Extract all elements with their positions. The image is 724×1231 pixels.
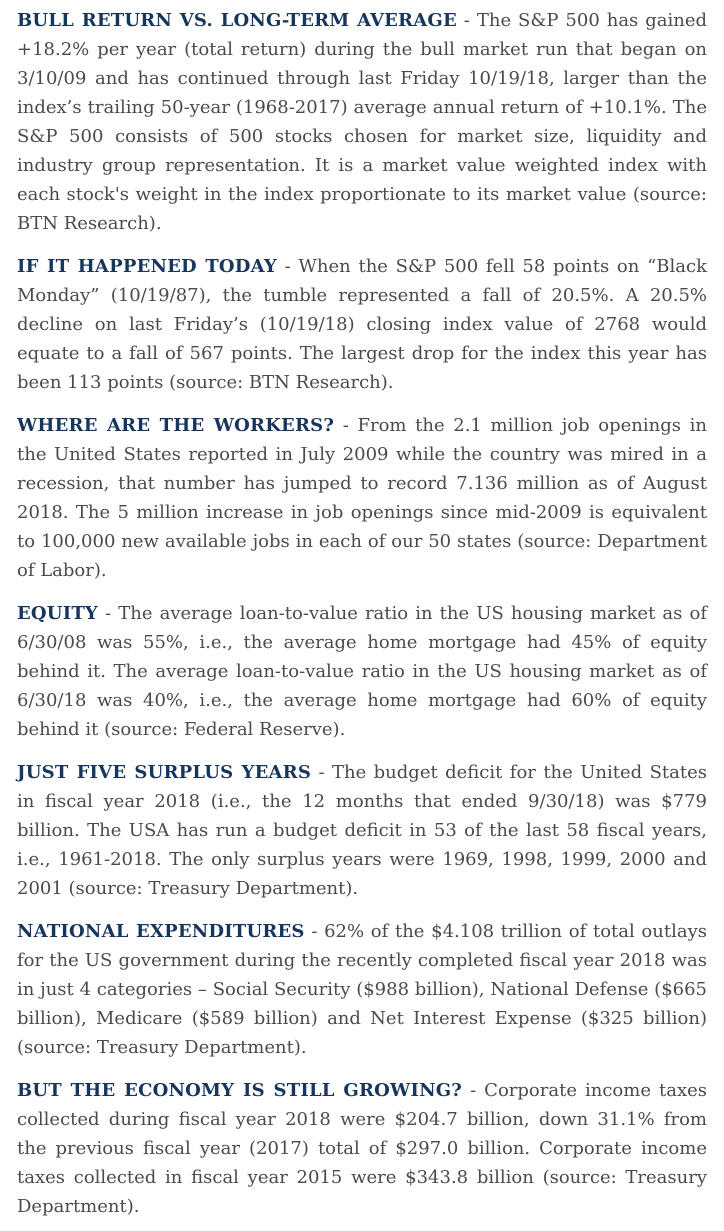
paragraph-heading: BUT THE ECONOMY IS STILL GROWING? bbox=[17, 1080, 463, 1101]
paragraph-body: Corporate income taxes collected during fiscal year 2018 were $204.7 billion, down 31.1% from the previous fiscal year (2017) total of $297.0 billion. Corporate income taxes collected in fiscal year 2015 were $343.8 billion (source: Treasury Department). bbox=[17, 1080, 707, 1217]
paragraph-heading: WHERE ARE THE WORKERS? bbox=[17, 415, 335, 436]
heading-separator: - bbox=[456, 10, 477, 31]
paragraph-heading: IF IT HAPPENED TODAY bbox=[17, 256, 277, 277]
paragraph-bull-return-vs-long-term-average bbox=[17, 6, 707, 238]
paragraph-equity bbox=[17, 599, 707, 744]
heading-separator: - bbox=[276, 256, 299, 277]
heading-separator: - bbox=[334, 415, 358, 436]
paragraph-body: The budget deficit for the United States in fiscal year 2018 (i.e., the 12 months that ended 9/30/18) was $779 billion. The USA has run a budget deficit in 53 of the last 58 fiscal years, i.e., 1961-2018. The only surplus years were 1969, 1998, 1999, 2000 and 2001 (source: Treasury Department). bbox=[17, 762, 707, 899]
heading-separator: - bbox=[462, 1080, 485, 1101]
paragraph-heading: BULL RETURN VS. LONG-TERM AVERAGE bbox=[17, 10, 457, 31]
heading-separator: - bbox=[311, 762, 332, 783]
heading-separator: - bbox=[97, 603, 119, 624]
paragraph-heading: JUST FIVE SURPLUS YEARS bbox=[17, 762, 312, 783]
paragraph-body: The S&P 500 has gained +18.2% per year (total return) during the bull market run that began on 3/10/09 and has continued through last Friday 10/19/18, larger than the index’s trailing 50-year (1968-2017) average annual return of +10.1%. The S&P 500 consists of 500 stocks chosen for market size, liquidity and industry group representation. It is a market value weighted index with each stock's weight in the index proportionate to its market value (source: BTN Research). bbox=[17, 10, 707, 234]
paragraph-where-are-the-workers bbox=[17, 411, 707, 585]
paragraph-body: The average loan-to-value ratio in the US housing market as of 6/30/08 was 55%, i.e., the average home mortgage had 45% of equity behind it. The average loan-to-value ratio in the US housing market as of 6/30/18 was 40%, i.e., the average home mortgage had 60% of equity behind it (source: Federal Reserve). bbox=[17, 603, 707, 740]
paragraph-if-it-happened-today bbox=[17, 252, 707, 397]
paragraph-national-expenditures bbox=[17, 917, 707, 1062]
paragraph-just-five-surplus-years bbox=[17, 758, 707, 903]
paragraph-heading: NATIONAL EXPENDITURES bbox=[17, 921, 305, 942]
paragraph-heading: EQUITY bbox=[17, 603, 98, 624]
paragraph-body: From the 2.1 million job openings in the United States reported in July 2009 while the country was mired in a recession, that number has jumped to record 7.136 million as of August 2018. The 5 million increase in job openings since mid-2009 is equivalent to 100,000 new available jobs in each of our 50 states (source: Department of Labor). bbox=[17, 415, 708, 581]
paragraph-body: When the S&P 500 fell 58 points on “Black Monday” (10/19/87), the tumble represented a fall of 20.5%. A 20.5% decline on last Friday’s (10/19/18) closing index value of 2768 would equate to a fall of 567 points. The largest drop for the index this year has been 113 points (source: BTN Research). bbox=[17, 256, 707, 393]
paragraph-but-the-economy-is-still-growing bbox=[17, 1076, 707, 1221]
heading-separator: - bbox=[304, 921, 325, 942]
paragraph-body: 62% of the $4.108 trillion of total outlays for the US government during the recently completed fiscal year 2018 was in just 4 categories – Social Security ($988 billion), National Defense ($665 billion), Medicare ($589 billion) and Net Interest Expense ($325 billion) (source: Treasury Department). bbox=[17, 921, 707, 1058]
